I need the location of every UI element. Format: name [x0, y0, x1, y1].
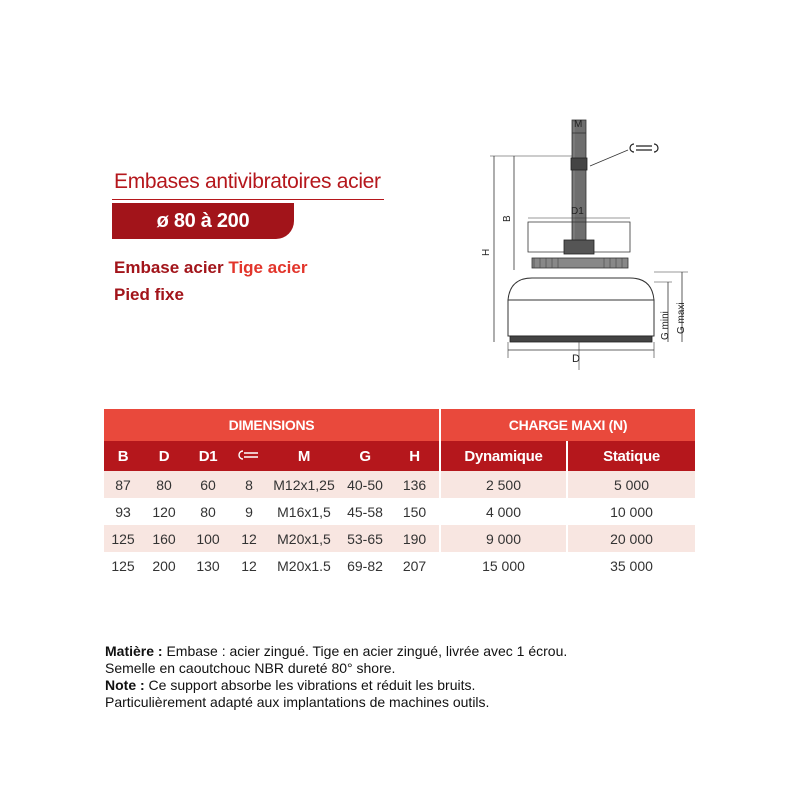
- cell-m: M16x1,5: [268, 498, 340, 525]
- cell-h: 150: [390, 498, 440, 525]
- cell-wrench: 12: [230, 552, 268, 579]
- col-d1: D1: [186, 441, 230, 471]
- group-charge-maxi: CHARGE MAXI (N): [440, 409, 695, 441]
- notes-line-3: [105, 677, 567, 694]
- dimensions-table: [104, 409, 695, 579]
- col-m: M: [268, 441, 340, 471]
- diameter-range-banner: ø 80 à 200: [112, 203, 294, 239]
- col-d: D: [142, 441, 186, 471]
- cell-g: 40-50: [340, 471, 390, 498]
- cell-d1: 80: [186, 498, 230, 525]
- table-row: [104, 525, 695, 552]
- cell-d: 160: [142, 525, 186, 552]
- cell-h: 136: [390, 471, 440, 498]
- notes-line-4: Particulièrement adapté aux implantations de machines outils.: [105, 694, 490, 710]
- cell-wrench: 9: [230, 498, 268, 525]
- subtitle-accent: Tige acier: [228, 258, 308, 277]
- serrated-plate: [532, 258, 628, 268]
- matiere-label: Matière :: [105, 643, 163, 659]
- cell-d1: 130: [186, 552, 230, 579]
- page-title: Embases antivibratoires acier: [114, 170, 381, 193]
- cell-g: 53-65: [340, 525, 390, 552]
- col-h: H: [390, 441, 440, 471]
- wrench-icon: [238, 449, 260, 461]
- cell-g: 69-82: [340, 552, 390, 579]
- cell-g: 45-58: [340, 498, 390, 525]
- col-b: B: [104, 441, 142, 471]
- cell-d: 80: [142, 471, 186, 498]
- cell-b: 93: [104, 498, 142, 525]
- cell-d1: 60: [186, 471, 230, 498]
- col-g: G: [340, 441, 390, 471]
- label-b: B: [502, 215, 513, 222]
- base-body: [508, 300, 654, 336]
- cell-dynamique: 9 000: [440, 525, 567, 552]
- col-statique: Statique: [567, 441, 695, 471]
- cell-m: M20x1,5: [268, 525, 340, 552]
- cell-wrench: 8: [230, 471, 268, 498]
- rubber-sole: [510, 336, 652, 342]
- label-m: M: [574, 119, 583, 130]
- cell-statique: 20 000: [567, 525, 695, 552]
- cell-d: 120: [142, 498, 186, 525]
- matiere-text: Embase : acier zingué. Tige en acier zingué, livrée avec 1 écrou.: [162, 643, 568, 659]
- subtitle-main: Embase acier: [114, 258, 224, 277]
- table-row: [104, 471, 695, 498]
- label-g-maxi: G maxi: [676, 302, 687, 334]
- table-group-header: [104, 409, 695, 441]
- cell-d1: 100: [186, 525, 230, 552]
- label-h: H: [481, 248, 492, 256]
- cell-statique: 10 000: [567, 498, 695, 525]
- group-dimensions: DIMENSIONS: [104, 409, 440, 441]
- col-wrench: [230, 441, 268, 471]
- notes-line-2: Semelle en caoutchouc NBR dureté 80° shore.: [105, 660, 396, 676]
- subtitle-line-1: [114, 258, 307, 278]
- technical-drawing: [468, 110, 700, 375]
- note-label: Note :: [105, 677, 145, 693]
- cell-dynamique: 4 000: [440, 498, 567, 525]
- cell-statique: 35 000: [567, 552, 695, 579]
- notes-line-1: [105, 643, 567, 660]
- cell-b: 125: [104, 552, 142, 579]
- table-row: [104, 552, 695, 579]
- cell-h: 190: [390, 525, 440, 552]
- cell-dynamique: 15 000: [440, 552, 567, 579]
- label-g-mini: G mini: [660, 311, 671, 340]
- cell-b: 125: [104, 525, 142, 552]
- product-notes: [105, 643, 567, 711]
- cell-dynamique: 2 500: [440, 471, 567, 498]
- subtitle-line-2: Pied fixe: [114, 285, 184, 304]
- cell-m: M12x1,25: [268, 471, 340, 498]
- cell-d: 200: [142, 552, 186, 579]
- cell-h: 207: [390, 552, 440, 579]
- cell-statique: 5 000: [567, 471, 695, 498]
- cell-wrench: 12: [230, 525, 268, 552]
- title-divider: [112, 199, 384, 200]
- label-d1: D1: [571, 206, 584, 217]
- wrench-icon: [630, 144, 658, 152]
- note-text: Ce support absorbe les vibrations et réduit les bruits.: [144, 677, 476, 693]
- cell-b: 87: [104, 471, 142, 498]
- table-column-header: [104, 441, 695, 471]
- label-d: D: [572, 353, 580, 365]
- base-dome: [508, 278, 654, 300]
- nut: [564, 240, 594, 254]
- cell-m: M20x1.5: [268, 552, 340, 579]
- col-dynamique: Dynamique: [440, 441, 567, 471]
- hex-socket: [571, 158, 587, 170]
- table-row: [104, 498, 695, 525]
